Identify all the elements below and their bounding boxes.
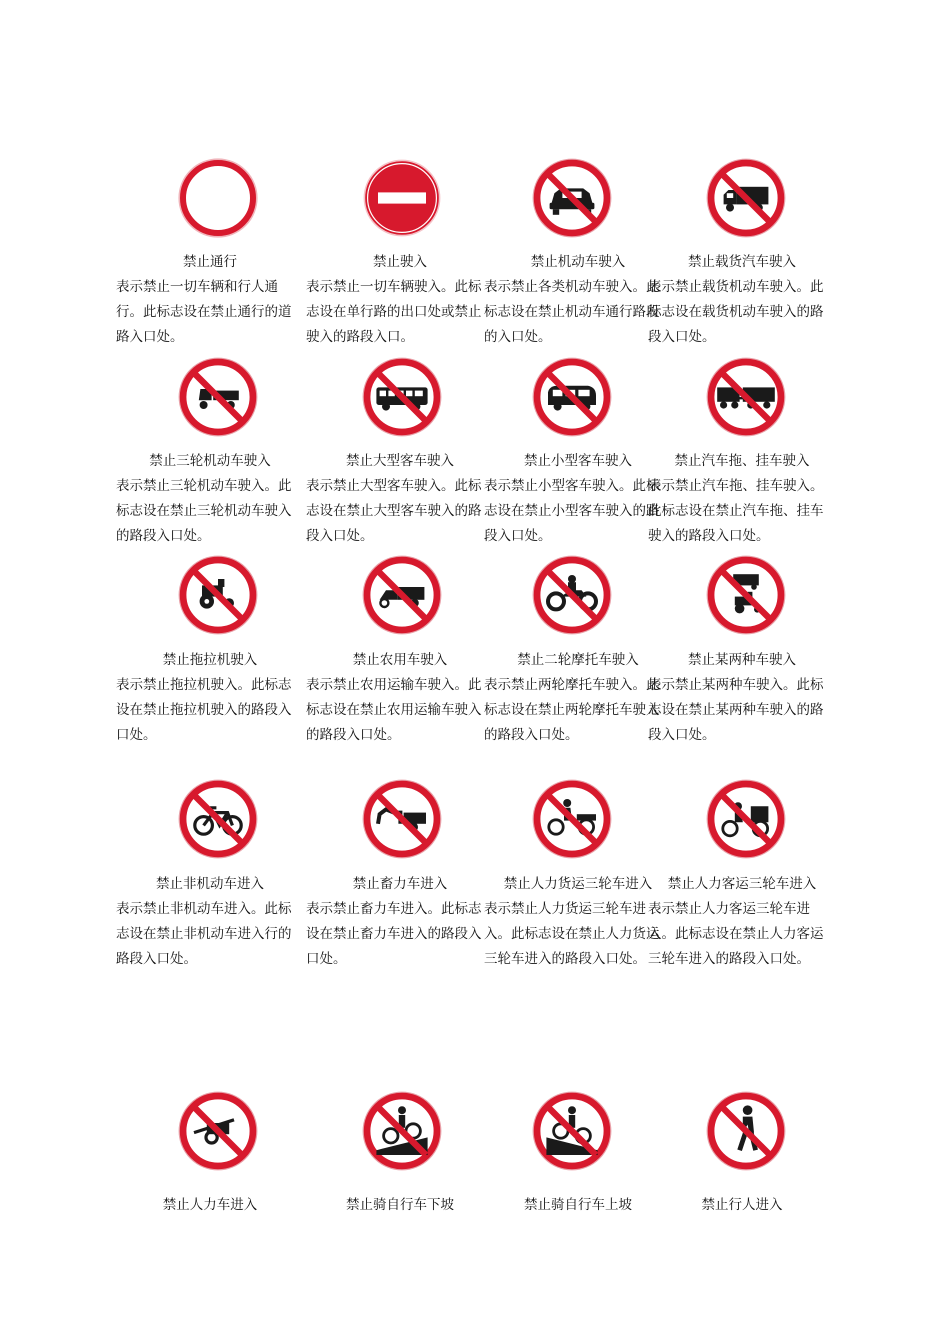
farm-vehicle-icon xyxy=(362,555,442,635)
sign-title: 禁止人力车进入 xyxy=(162,1197,258,1213)
sign-description: 表示禁止畜力车进入。此标志设在禁止畜力车进入的路段入口处。 xyxy=(306,901,482,967)
pedestrian-icon xyxy=(706,1091,786,1171)
sign-title: 禁止小型客车驶入 xyxy=(524,453,632,469)
cargo-tricycle-icon xyxy=(532,779,612,859)
three-wheel-motor-icon xyxy=(178,357,258,437)
sign-description: 表示禁止大型客车驶入。此标志设在禁止大型客车驶入的路段入口处。 xyxy=(306,478,482,544)
sign-title: 禁止人力客运三轮车进入 xyxy=(667,876,817,892)
tractor-icon xyxy=(178,555,258,635)
sign-title: 禁止三轮机动车驶入 xyxy=(149,453,271,469)
bus-icon xyxy=(362,357,442,437)
van-icon xyxy=(532,357,612,437)
two-vehicles-icon xyxy=(706,555,786,635)
sign-title: 禁止骑自行车下坡 xyxy=(346,1197,454,1213)
truck-trailer-icon xyxy=(706,357,786,437)
bicycle-downhill-icon xyxy=(362,1091,442,1171)
sign-description: 表示禁止人力货运三轮车进入。此标志设在禁止人力货运三轮车进入的路段入口处。 xyxy=(484,901,660,967)
sign-title: 禁止二轮摩托车驶入 xyxy=(517,652,639,668)
sign-title: 禁止驶入 xyxy=(373,254,427,270)
sign-title: 禁止骑自行车上坡 xyxy=(524,1197,632,1213)
horse-cart-icon xyxy=(362,779,442,859)
sign-description: 表示禁止某两种车驶入。此标志设在禁止某两种车驶入的路段入口处。 xyxy=(648,677,824,743)
sign-title: 禁止行人进入 xyxy=(701,1197,783,1213)
sign-description: 表示禁止一切车辆和行人通行。此标志设在禁止通行的道路入口处。 xyxy=(116,279,292,345)
no-entry-ring-icon xyxy=(178,158,258,238)
sign-title: 禁止某两种车驶入 xyxy=(688,652,796,668)
sign-title: 禁止通行 xyxy=(183,254,237,270)
motorcycle-icon xyxy=(532,555,612,635)
sign-title: 禁止人力货运三轮车进入 xyxy=(503,876,653,892)
sign-title: 禁止畜力车进入 xyxy=(352,876,448,892)
sign-title: 禁止大型客车驶入 xyxy=(346,453,454,469)
sign-description: 表示禁止人力客运三轮车进入。此标志设在禁止人力客运三轮车进入的路段入口处。 xyxy=(648,901,824,967)
bicycle-uphill-icon xyxy=(532,1091,612,1171)
passenger-tricycle-icon xyxy=(706,779,786,859)
sign-description: 表示禁止两轮摩托车驶入。此标志设在禁止两轮摩托车驶入的路段入口处。 xyxy=(484,677,660,743)
sign-description: 表示禁止非机动车进入。此标志设在禁止非机动车进入行的路段入口处。 xyxy=(116,901,292,967)
truck-icon xyxy=(706,158,786,238)
sign-title: 禁止机动车驶入 xyxy=(530,254,626,270)
bicycle-icon xyxy=(178,779,258,859)
sign-title: 禁止汽车拖、挂车驶入 xyxy=(674,453,810,469)
sign-title: 禁止拖拉机驶入 xyxy=(162,652,258,668)
sign-title: 禁止非机动车进入 xyxy=(156,876,264,892)
sign-title: 禁止农用车驶入 xyxy=(352,652,448,668)
sign-description: 表示禁止拖拉机驶入。此标志设在禁止拖拉机驶入的路段入口处。 xyxy=(116,677,292,743)
no-entry-bar-icon xyxy=(362,158,442,238)
sign-description: 表示禁止三轮机动车驶入。此标志设在禁止三轮机动车驶入的路段入口处。 xyxy=(116,478,292,544)
motor-vehicle-icon xyxy=(532,158,612,238)
sign-description: 表示禁止汽车拖、挂车驶入。此标志设在禁止汽车拖、挂车驶入的路段入口处。 xyxy=(648,478,824,544)
sign-description: 表示禁止一切车辆驶入。此标志设在单行路的出口处或禁止驶入的路段入口。 xyxy=(306,279,482,345)
sign-description: 表示禁止载货机动车驶入。此标志设在载货机动车驶入的路段入口处。 xyxy=(648,279,824,345)
sign-title: 禁止载货汽车驶入 xyxy=(688,254,796,270)
sign-description: 表示禁止小型客车驶入。此标志设在禁止小型客车驶入的路段入口处。 xyxy=(484,478,660,544)
sign-description: 表示禁止农用运输车驶入。此标志设在禁止农用运输车驶入的路段入口处。 xyxy=(306,677,482,743)
handcart-icon xyxy=(178,1091,258,1171)
sign-description: 表示禁止各类机动车驶入。此标志设在禁止机动车通行路段的入口处。 xyxy=(484,279,660,345)
